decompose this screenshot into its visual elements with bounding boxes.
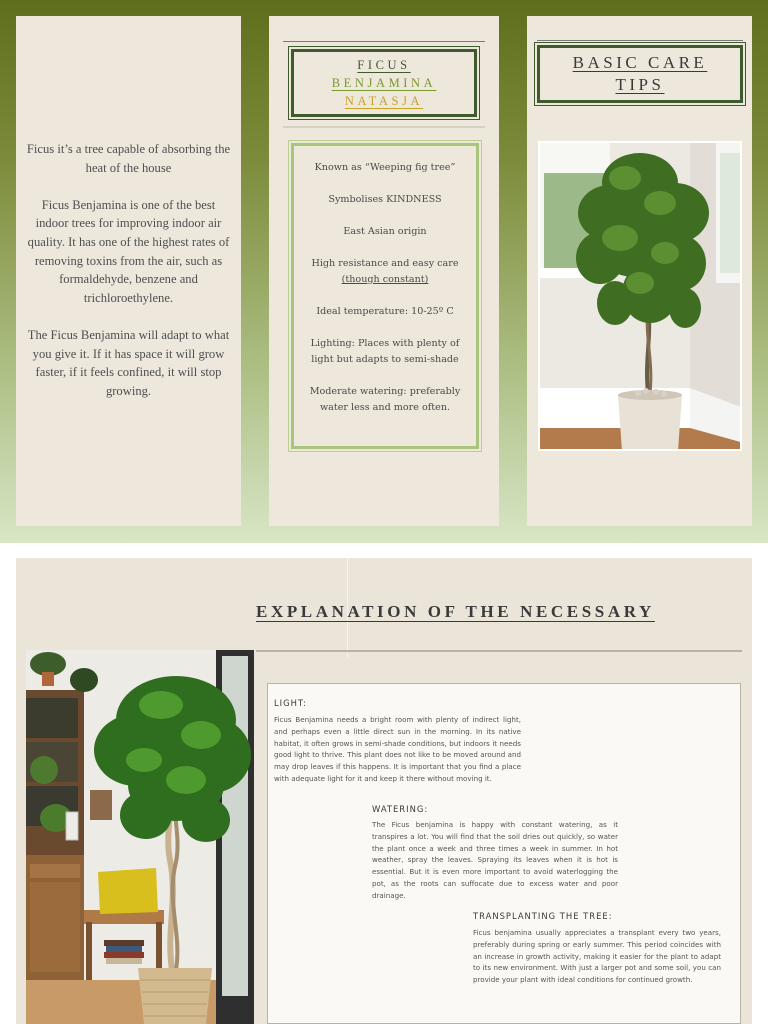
care-title-line-2: TIPS (615, 75, 665, 94)
fact-resistance-note: (though constant) (341, 274, 429, 285)
ficus-title-box (291, 49, 477, 117)
brochure-panel-facts (269, 16, 499, 526)
divider (283, 41, 485, 42)
title-divider (256, 650, 742, 652)
fact-known-as: Known as “Weeping fig tree” (314, 162, 456, 173)
title-line-3: NATASJA (344, 94, 424, 108)
divider (537, 40, 743, 41)
care-title-line-1: BASIC CARE (572, 53, 708, 72)
fact-symbolises: Symbolises KINDNESS (328, 194, 442, 205)
fact-resistance-text: High resistance and easy care (311, 258, 459, 269)
divider (283, 126, 485, 128)
watering-text: The Ficus benjamina is happy with constant watering, as it transpires a lot. You will find that the soil dries out quickly, so water the plant once a week and three times a week in summer. In hot weather, spray the leaves. Spraying its leaves when it is hot is essential. But it is even more important to avoid waterlogging the pot, as the roots can suffocate due to excess water and poor drainage. (372, 820, 618, 900)
title-line-2: BENJAMINA (331, 76, 437, 90)
intro-text (26, 140, 231, 419)
title-line-1: FICUS (357, 58, 411, 72)
light-text: Ficus Benjamina needs a bright room with plenty of indirect light, and perhaps even a little direct sun in the morning. In its native habitat, it often grows in semi-shade conditions, but indoors it needs good light to thrive. This plant does not like to be moved around and may drop leaves if this happens. It is important that you find a place with adequate light for it and keep it there without moving it. (274, 715, 521, 783)
explanation-title: EXPLANATION OF THE NECESSARY (256, 602, 655, 621)
ficus-tree-photo (538, 141, 742, 451)
living-room-photo (26, 650, 254, 1024)
fact-lighting: Lighting: Places with plenty of light but adapts to semi-shade (310, 338, 460, 365)
brochure-panel-care (527, 16, 752, 526)
care-info-box (267, 683, 741, 1024)
care-title-box (537, 45, 743, 103)
intro-paragraph-3: The Ficus Benjamina will adapt to what you give it. If it has space it will grow faster, if it feels confined, it will stop growing. (27, 327, 230, 398)
light-heading: LIGHT: (274, 698, 307, 708)
brochure-panel-intro (16, 16, 241, 526)
fact-resistance (300, 256, 470, 288)
watering-heading: WATERING: (372, 804, 429, 814)
fact-temperature: Ideal temperature: 10-25º C (316, 306, 454, 317)
transplanting-heading: TRANSPLANTING THE TREE: (473, 911, 613, 921)
explanation-page (16, 558, 752, 1024)
intro-paragraph-2: Ficus Benjamina is one of the best indoor trees for improving indoor air quality. It has one of the highest rates of removing toxins from the air, such as formaldehyde, benzene and trichloroethylene. (27, 197, 230, 305)
transplanting-text: Ficus benjamina usually appreciates a transplant every two years, preferably during spring or early summer. This period coincides with an increase in growth activity, making it easier for the plant to adapt to its new environment. With just a larger pot and some soil, you can provide your plant with ideal conditions for continued growth. (473, 928, 721, 985)
intro-paragraph-1: Ficus it’s a tree capable of absorbing the heat of the house (26, 142, 231, 175)
facts-box (291, 143, 479, 449)
fact-origin: East Asian origin (343, 226, 427, 237)
fact-watering: Moderate watering: preferably water less and more often. (309, 386, 461, 413)
